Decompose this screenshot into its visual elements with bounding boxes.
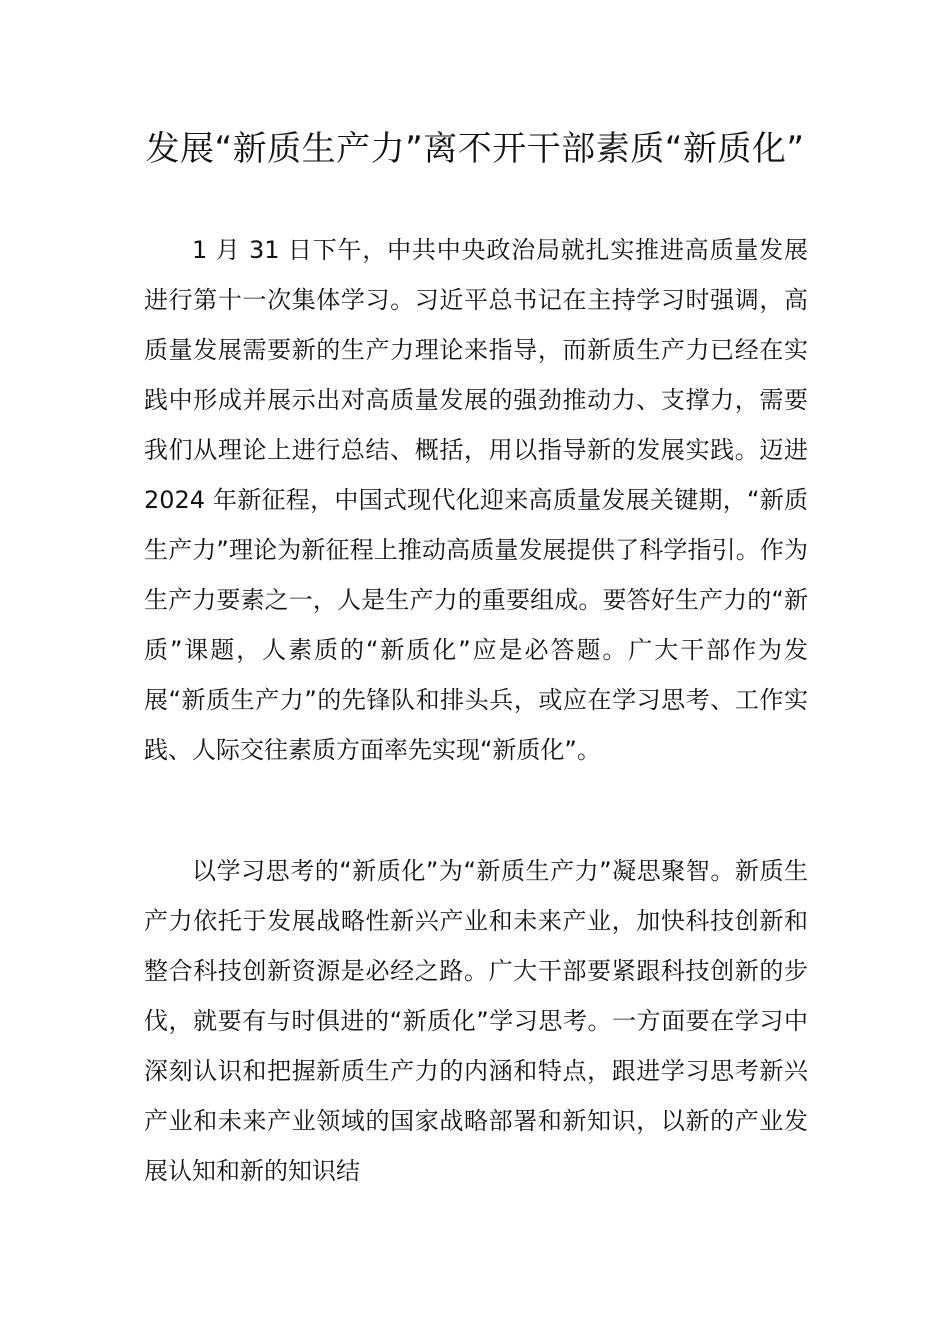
body-paragraph: 1 月 31 日下午，中共中央政治局就扎实推进高质量发展进行第十一次集体学习。习近平总书记在主持学习时强调，高质量发展需要新的生产力理论来指导，而新质生产力已经在实践中形成并展示出对高质量发展的强劲推动力、支撑力，需要我们从理论上进行总结、概括，用以指导新的发展实践。迈进 2024 年新征程，中国式现代化迎来高质量发展关键期，“新质生产力”理论为新征程上推动高质量发展提供了科学指引。作为生产力要素之一，人是生产力的重要组成。要答好生产力的“新质”课题，人素质的“新质化”应是必答题。广大干部作为发展“新质生产力”的先锋队和排头兵，或应在学习思考、工作实践、人际交往素质方面率先实现“新质化”。 bbox=[144, 236, 808, 764]
body-paragraph: 以学习思考的“新质化”为“新质生产力”凝思聚智。新质生产力依托于发展战略性新兴产业和未来产业，加快科技创新和整合科技创新资源是必经之路。广大干部要紧跟科技创新的步伐，就要有与时俱进的“新质化”学习思考。一方面要在学习中深刻认识和把握新质生产力的内涵和特点，跟进学习思考新兴产业和未来产业领域的国家战略部署和新知识，以新的产业发展认知和新的知识结 bbox=[144, 857, 808, 1185]
document-title: 发展“新质生产力”离不开干部素质“新质化” bbox=[145, 129, 805, 169]
